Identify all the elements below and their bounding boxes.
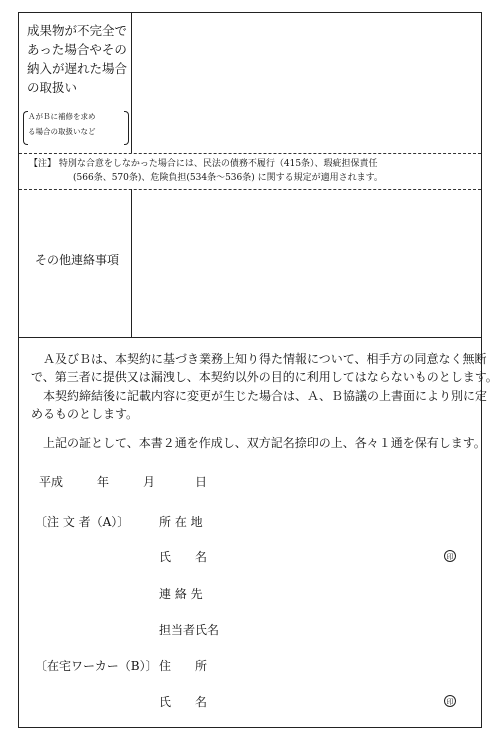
amendment-paragraph: 本契約締結後に記載内容に変更が生じた場合は、Ａ、Ｂ協議の上書面により別に定 めるものとします。	[31, 389, 488, 421]
seal-icon: 印	[444, 695, 456, 707]
table-column-divider-lower	[131, 189, 132, 337]
seal-icon: 印	[444, 550, 456, 562]
confidentiality-paragraph: Ａ及びＢは、本契約に基づき業務上知り得た情報について、相手方の同意なく無断 で、第三者に提供又は漏洩し、本契約以外の目的に利用してはならないものとします。	[31, 352, 498, 384]
client-a-person-label: 担当者氏名	[159, 623, 220, 637]
date-era: 平成	[39, 475, 64, 489]
note-dashed-divider-top	[19, 153, 481, 154]
client-a-label: 〔注 文 者（A）〕	[35, 515, 130, 529]
contract-page-frame	[18, 12, 498, 728]
other-contact-items-label: その他連絡事項	[35, 253, 120, 267]
defect-handling-label: 成果物が不完全で あった場合やその 納入が遅れた場合 の取扱い	[27, 23, 128, 95]
date-day: 日	[195, 475, 208, 489]
client-a-contact-label: 連 絡 先	[159, 587, 203, 601]
execution-paragraph: 上記の証として、本書２通を作成し、双方記名捺印の上、各々１通を保有します。	[43, 436, 486, 450]
table-bottom-rule	[19, 337, 481, 338]
worker-b-address-label: 住 所	[159, 659, 208, 673]
client-a-address-label: 所 在 地	[159, 515, 203, 529]
date-year: 年	[97, 475, 110, 489]
date-month: 月	[143, 475, 156, 489]
worker-b-name-label: 氏 名	[159, 695, 208, 709]
note-dashed-divider-bottom	[19, 189, 481, 190]
worker-b-label: 〔在宅ワーカー（B）〕	[35, 659, 158, 673]
civil-code-note: 【注】 特別な合意をしなかった場合には、民法の債務不履行（415条）、瑕疵担保責任 (566条、570条)、危険負担(534条～536条) に関する規定が適用されます。	[29, 159, 383, 183]
table-column-divider	[131, 13, 132, 153]
client-a-name-label: 氏 名	[159, 550, 208, 564]
defect-handling-example-note: ＡがＢに補修を求め る場合の取扱いなど	[23, 109, 127, 147]
